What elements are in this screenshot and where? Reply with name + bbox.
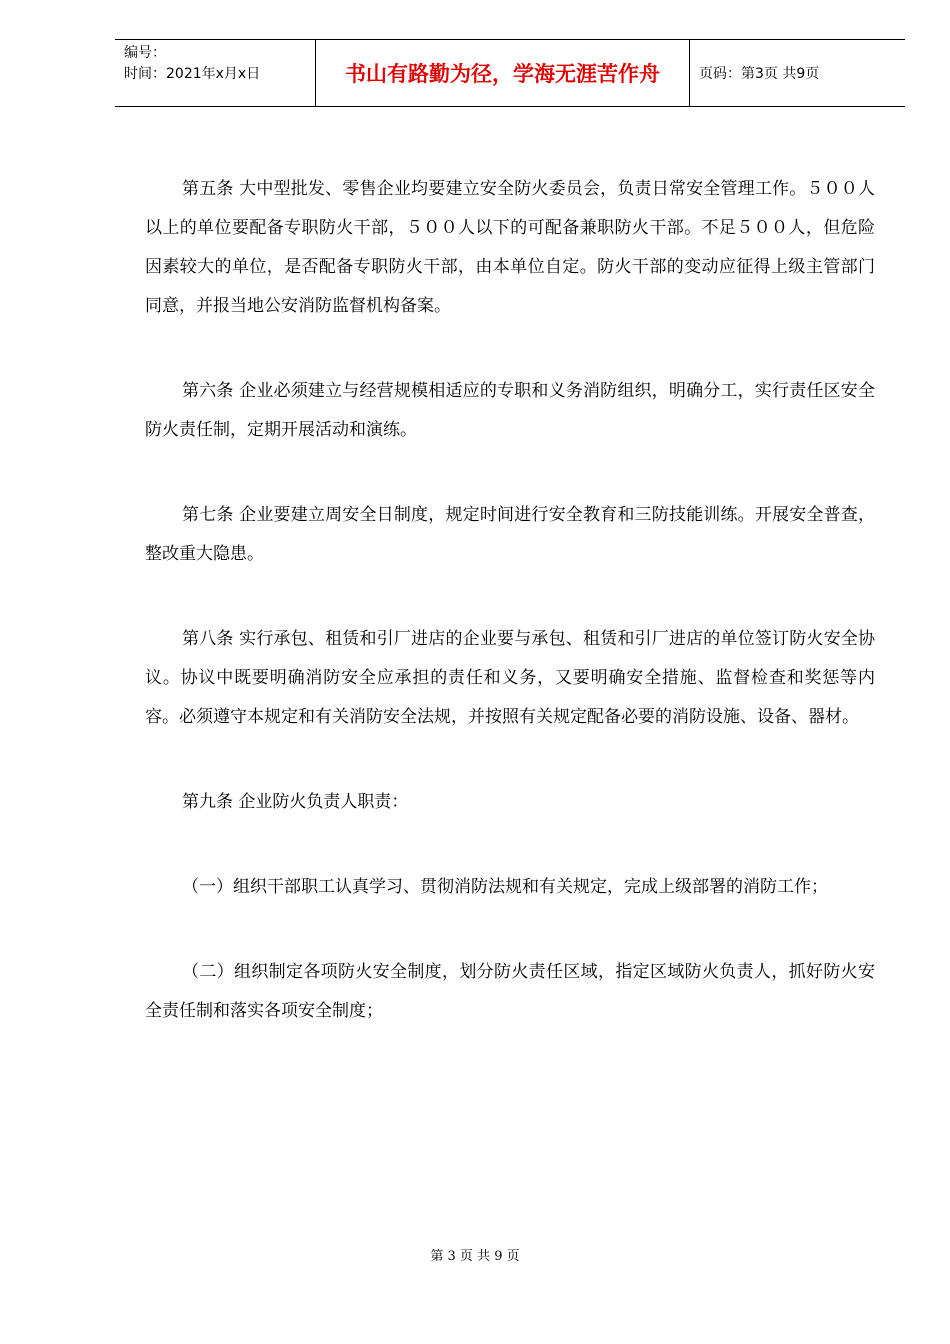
document-body [145,170,875,1077]
header-motto: 书山有路勤为径，学海无涯苦作舟 [316,40,690,106]
article-9-item-1: （一）组织干部职工认真学习、贯彻消防法规和有关规定，完成上级部署的消防工作； [182,877,828,897]
article-6: 第六条 企业必须建立与经营规模相适应的专职和义务消防组织，明确分工，实行责任区安全防火责任制，定期开展活动和演练。 [145,381,875,440]
article-9: 第九条 企业防火负责人职责： [182,792,409,812]
article-9-item-2: （二）组织制定各项防火安全制度，划分防火责任区域，指定区域防火负责人，抓好防火安全责任制和落实各项安全制度； [145,962,875,1021]
article-7: 第七条 企业要建立周安全日制度，规定时间进行安全教育和三防技能训练。开展安全普查，整改重大隐患。 [145,505,875,564]
article-5: 第五条 大中型批发、零售企业均要建立安全防火委员会，负责日常安全管理工作。５００人以上的单位要配备专职防火干部，５００人以下的可配备兼职防火干部。不足５００人，但危险因素较大的单位，是否配备专职防火干部，由本单位自定。防火干部的变动应征得上级主管部门同意，并报当地公安消防监督机构备案。 [145,179,875,316]
article-8: 第八条 实行承包、租赁和引厂进店的企业要与承包、租赁和引厂进店的单位签订防火安全协议。协议中既要明确消防安全应承担的责任和义务，又要明确安全措施、监督检查和奖惩等内容。必须遵守本规定和有关消防安全法规，并按照有关规定配备必要的消防设施、设备、器材。 [145,629,875,727]
page-footer: 第 3 页 共 9 页 [430,1249,520,1264]
document-time: 时间：2021年x月x日 [124,66,261,82]
page-header [115,39,905,107]
document-number-label: 编号： [124,45,166,61]
header-page-info: 页码：第3页 共9页 [699,66,820,82]
header-meta [115,40,316,106]
